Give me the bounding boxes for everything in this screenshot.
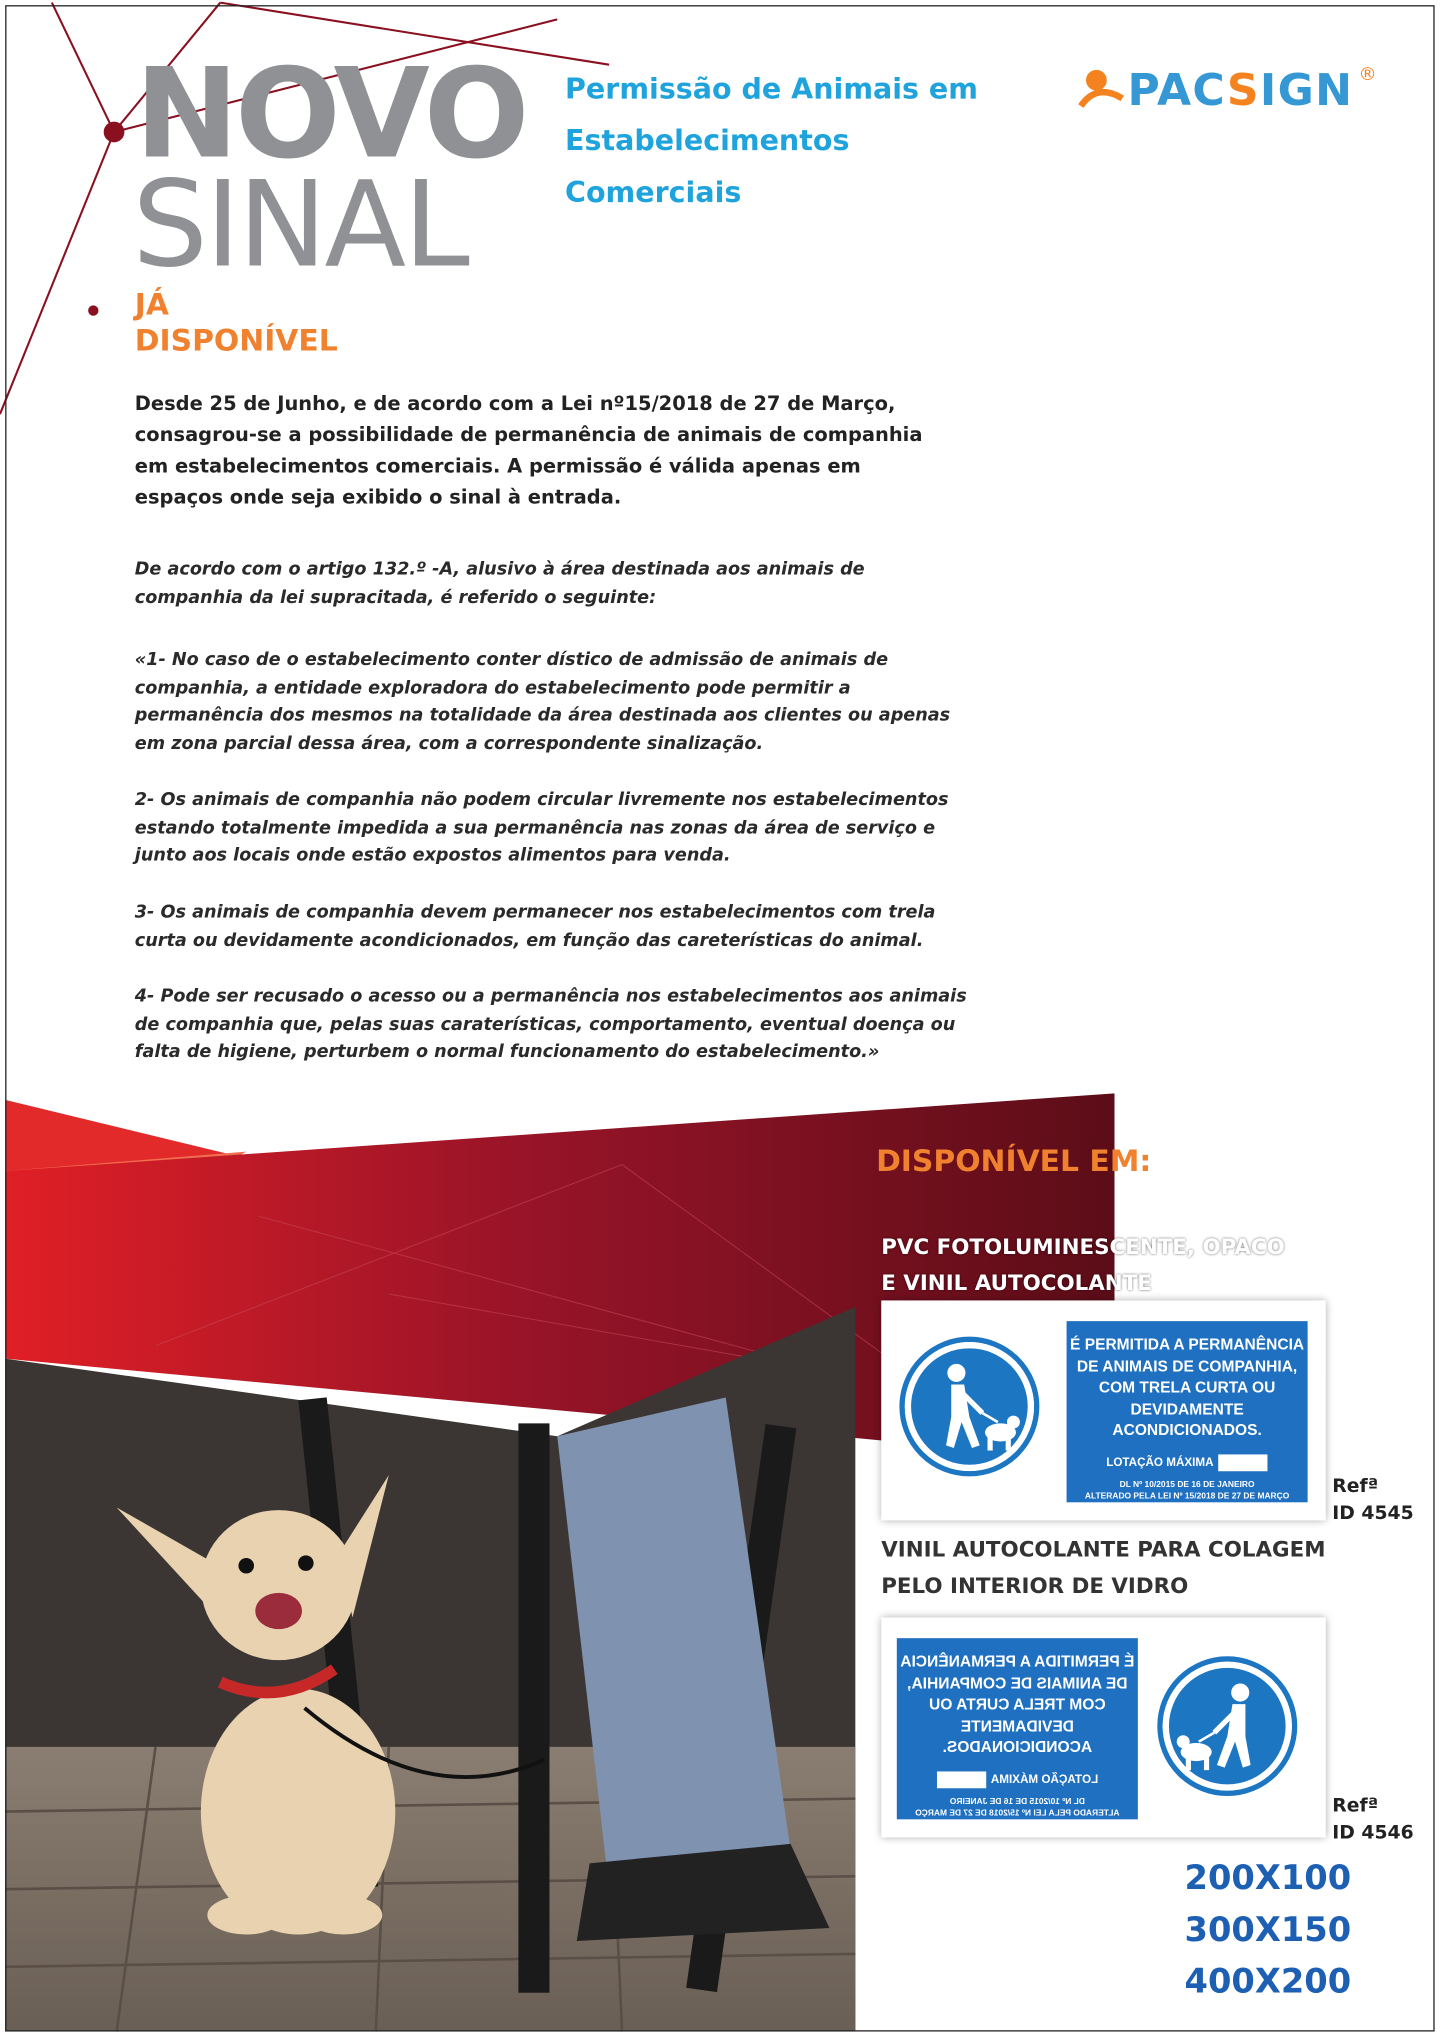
size-option: 300X150 [1184,1911,1352,1951]
title-novo: NOVO [134,41,526,187]
person-logo-icon [1078,67,1125,114]
available-now: JÁ DISPONÍVEL [134,288,338,359]
pacsign-logo [1078,65,1376,117]
size-option: 200X100 [1184,1859,1352,1899]
dog-walker-sign-icon [1157,1656,1297,1796]
logo-wordmark: PACSIGN [1127,64,1354,117]
intro-paragraph: Desde 25 de Junho, e de acordo com a Lei nº15/2018 de 27 de Março, consagrou-se a possibilidade de permanência de animais de companhia em estabelecimentos comerciais. A permissão é válida apenas em espaços onde seja exibido o sinal à entrada. [134,392,923,509]
law-paragraph-3: 3- Os animais de companhia devem permanecer nos estabelecimentos com trela curta ou devidamente acondicionados, em função das careterísticas do animal. [134,901,936,951]
size-list [1185,1853,1352,2008]
ref-4545: Refª ID 4545 [1332,1476,1414,1525]
law-paragraph-2: 2- Os animais de companhia não podem circular livremente nos estabelecimentos estando totalmente impedida a sua permanência nas zonas da área de serviço e junto aos locais onde estão expostos alimentos para venda. [134,789,949,866]
sign-card-4546 [881,1617,1326,1837]
available-in-heading: DISPONÍVEL EM: [876,1145,1152,1179]
title-sinal: SINAL [132,155,468,294]
mirrored-sign-text-panel: É PERMITIDA A PERMANÊNCIA DE ANIMAIS DE COMPANHIA, COM TRELA CURTA OU DEVIDAMENTE ACONDICIONADOS. LOTAÇÃO MÁXIMA DL Nº 10/2015 DE 16 DE JANEIRO ALTERADO PELA LEI Nº 15/2018 DE 27 DE MARÇO [897,1638,1138,1819]
ref-4546: Refª ID 4546 [1332,1796,1414,1844]
dog-walker-sign-icon [899,1337,1039,1477]
sign-card-4545 [881,1300,1326,1520]
registered-mark: ® [1358,64,1377,86]
material-1: PVC FOTOLUMINESCENTE, OPACO E VINIL AUTOCOLANTE [881,1234,1285,1296]
law-paragraph-4: 4- Pode ser recusado o acesso ou a permanência nos estabelecimentos aos animais de companhia que, pelas suas caraterísticas, comportamento, eventual doença ou falta de higiene, perturbem o normal funcionamento do estabelecimento.» [134,986,967,1063]
size-option: 400X200 [1184,1962,1352,2002]
law-paragraph-1: «1- No caso de o estabelecimento conter dístico de admissão de animais de companhia, a entidade exploradora do estabelecimento pode permitir a permanência dos mesmos na totalidade da área destinada aos clientes ou apenas em zona parcial dessa área, com a correspondente sinalização. [134,649,951,754]
subtitle: Permissão de Animais em Estabelecimentos Comerciais [565,73,978,210]
sign-text-panel: É PERMITIDA A PERMANÊNCIA DE ANIMAIS DE COMPANHIA, COM TRELA CURTA OU DEVIDAMENTE ACONDICIONADOS. LOTAÇÃO MÁXIMA DL Nº 10/2015 DE 16 DE JANEIRO ALTERADO PELA LEI Nº 15/2018 DE 27 DE MARÇO [1067,1321,1308,1502]
material-2: VINIL AUTOCOLANTE PARA COLAGEM PELO INTERIOR DE VIDRO [881,1537,1326,1599]
law-paragraph-0: De acordo com o artigo 132.º -A, alusivo à área destinada aos animais de companhia da lei supracitada, é referido o seguinte: [134,558,865,608]
